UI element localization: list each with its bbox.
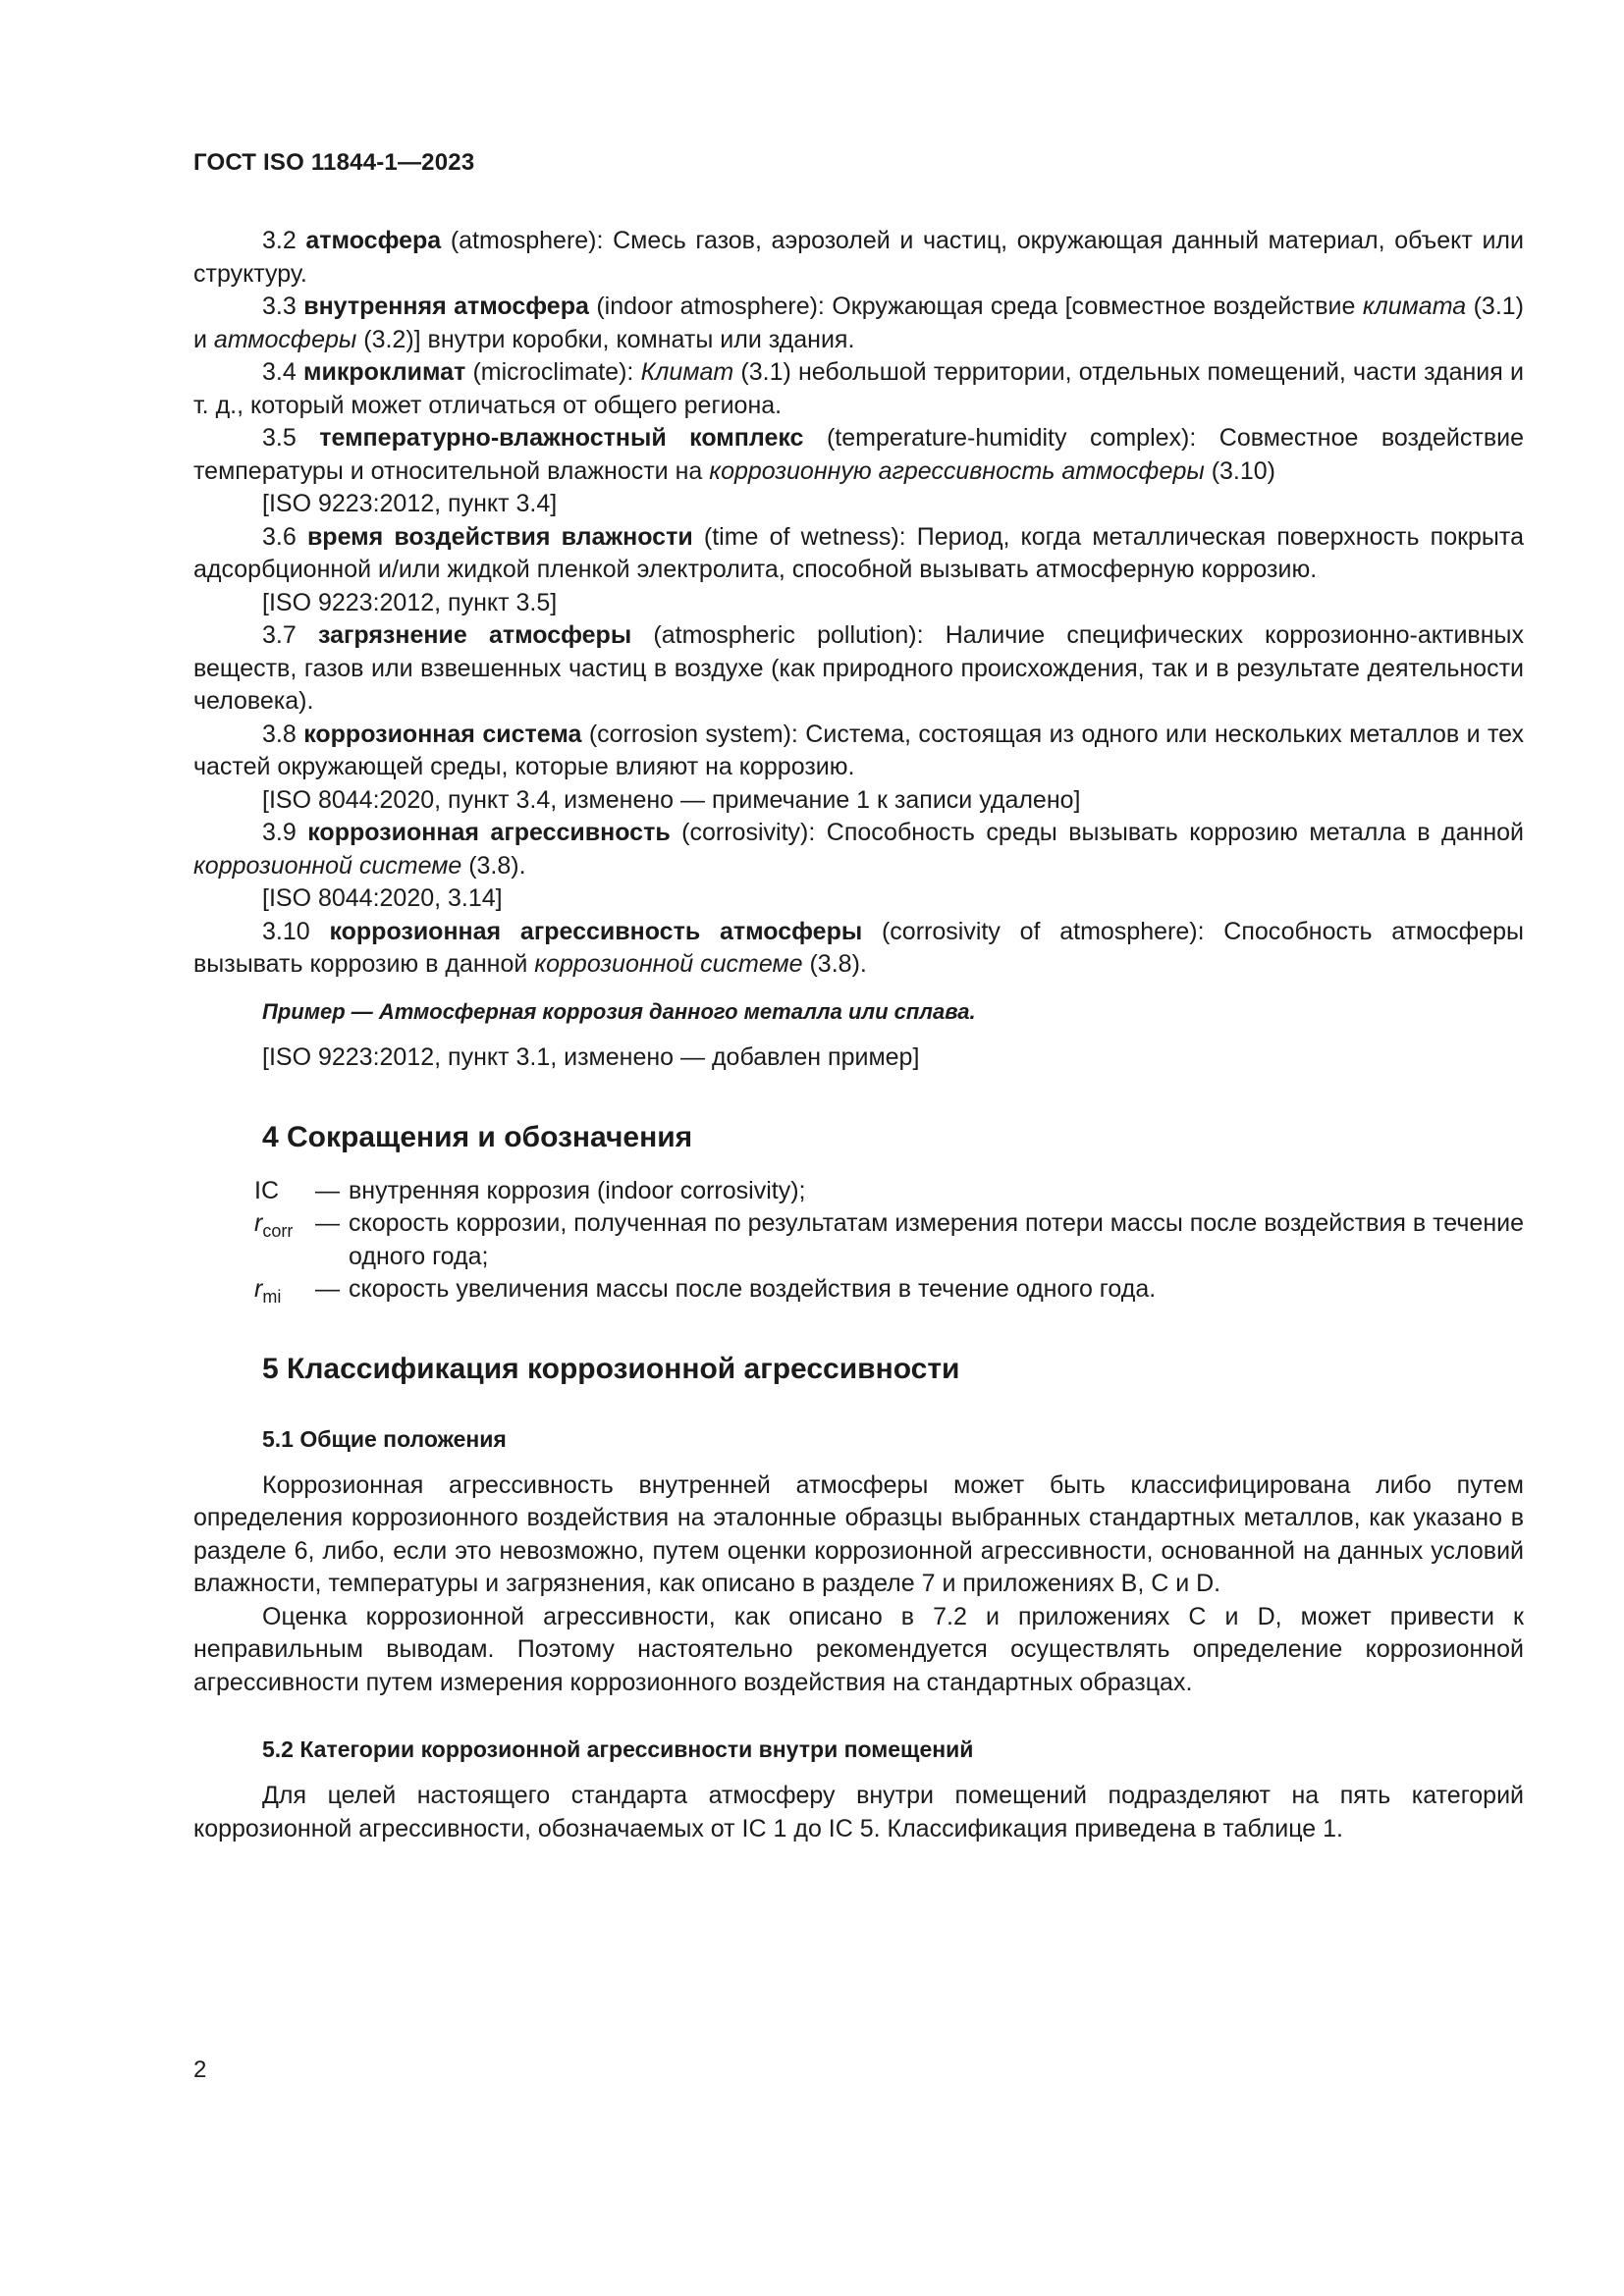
term-english: (microclimate): xyxy=(472,358,634,386)
term-number: 3.8 xyxy=(262,720,297,748)
term-reference: коррозионной системе xyxy=(193,851,462,880)
abbreviation-dash: — xyxy=(315,1176,340,1204)
term-name: загрязнение атмосферы xyxy=(317,621,632,649)
abbreviation-item xyxy=(254,1273,1524,1307)
term-source: [ISO 8044:2020, 3.14] xyxy=(262,884,503,912)
term-source: [ISO 9223:2012, пункт 3.4] xyxy=(262,490,558,517)
term-3-6 xyxy=(193,521,1524,587)
term-3-10 xyxy=(193,916,1524,982)
term-definition: Система, состоящая из одного или нескольких металлов и тех частей окружающей среды, которые влияют на коррозию. xyxy=(193,720,1524,780)
term-reference: климата xyxy=(1362,293,1467,320)
page-content xyxy=(193,225,1524,1845)
abbreviation-symbol: IC xyxy=(254,1176,279,1204)
term-definition: (3.8). xyxy=(468,851,526,880)
term-3-7 xyxy=(193,619,1524,719)
term-number: 3.4 xyxy=(262,358,297,386)
term-name: микроклимат xyxy=(302,358,466,386)
term-number: 3.7 xyxy=(262,621,297,649)
term-definition: Окружающая среда [совместное воздействие xyxy=(832,293,1356,320)
subsection-5-2-heading: 5.2 Категории коррозионной агрессивности внутри помещений xyxy=(262,1736,974,1762)
term-number: 3.3 xyxy=(262,293,297,320)
term-definition: Способность атмосферы вызывать коррозию в данной xyxy=(193,917,1524,978)
subsection-5-1-heading: 5.1 Общие положения xyxy=(262,1425,507,1452)
paragraph: Для целей настоящего стандарта атмосферу внутри помещений подразделяют на пять категорий коррозионной агрессивности, обозначаемых от IC 1 до IC 5. Классификация приведена в таблице 1. xyxy=(193,1782,1524,1842)
term-reference: коррозионную агрессивность атмосферы xyxy=(709,456,1205,485)
term-name: коррозионная агрессивность атмосферы xyxy=(329,917,863,945)
term-reference: коррозионной системе xyxy=(534,950,803,978)
abbreviation-item xyxy=(254,1207,1524,1273)
abbreviation-dash: — xyxy=(315,1209,340,1237)
term-english: (atmosphere): xyxy=(450,227,604,254)
abbreviation-definition: скорость увеличения массы после воздействия в течение одного года. xyxy=(349,1275,1157,1303)
term-name: температурно-влажностный комплекс xyxy=(319,424,804,452)
term-english: (corrosivity of atmosphere): xyxy=(881,917,1205,945)
term-name: коррозионная система xyxy=(303,720,582,748)
term-name: атмосфера xyxy=(305,227,442,254)
term-english: (time of wetness): xyxy=(703,522,906,551)
abbreviation-item xyxy=(254,1175,1524,1208)
term-3-5 xyxy=(193,422,1524,488)
term-source: [ISO 9223:2012, пункт 3.1, изменено — добавлен пример] xyxy=(262,1043,920,1071)
term-name: внутренняя атмосфера xyxy=(303,293,589,320)
term-number: 3.6 xyxy=(262,522,297,551)
term-english: (corrosion system): xyxy=(588,720,798,748)
term-definition: Смесь газов, аэрозолей и частиц, окружающая данный материал, объект или структуру. xyxy=(193,227,1524,288)
term-definition: Способность среды вызывать коррозию металла в данной xyxy=(826,819,1525,846)
abbreviation-dash: — xyxy=(315,1275,340,1303)
paragraph: Оценка коррозионной агрессивности, как описано в 7.2 и приложениях C и D, может привести к неправильным выводам. Поэтому настоятельно рекомендуется осуществлять определение коррозионной агрессивности путем измерения коррозионного воздействия на стандартных образцах. xyxy=(193,1602,1524,1696)
term-3-4 xyxy=(193,356,1524,422)
term-english: (indoor atmosphere): xyxy=(596,293,825,320)
term-name: коррозионная агрессивность xyxy=(307,819,671,846)
abbreviation-definition: внутренняя коррозия (indoor corrosivity); xyxy=(349,1176,806,1204)
term-number: 3.9 xyxy=(262,819,297,846)
term-reference: атмосферы xyxy=(213,325,357,353)
term-3-8 xyxy=(193,719,1524,784)
term-number: 3.2 xyxy=(262,227,297,254)
abbreviation-symbol: $r_{corr}$ xyxy=(254,1209,294,1241)
term-example: Пример — Атмосферная коррозия данного металла или сплава. xyxy=(262,998,976,1024)
term-definition: (3.8). xyxy=(809,950,867,978)
term-3-3 xyxy=(193,291,1524,356)
term-definition: (3.10) xyxy=(1211,456,1276,485)
term-number: 3.5 xyxy=(262,424,297,452)
term-3-2 xyxy=(193,225,1524,291)
term-reference: Климат xyxy=(640,358,734,386)
abbreviation-definition: скорость коррозии, полученная по результатам измерения потери массы после воздействия в течение одного года; xyxy=(349,1209,1524,1270)
abbreviation-list xyxy=(193,1175,1524,1307)
term-definition: (3.1) и xyxy=(193,293,1524,353)
term-english: (temperature-humidity complex): xyxy=(826,424,1197,452)
abbreviation-symbol: $r_{mi}$ xyxy=(254,1275,282,1307)
term-number: 3.10 xyxy=(262,917,310,945)
term-definition: Период, когда металлическая поверхность покрыта адсорбционной и/или жидкой пленкой электролита, способной вызывать атмосферную коррозию. xyxy=(193,522,1524,583)
term-english: (corrosivity): xyxy=(681,819,816,846)
term-definition: (3.1) небольшой территории, отдельных помещений, части здания и т. д., который может отличаться от общего региона. xyxy=(193,358,1524,419)
term-source: [ISO 8044:2020, пункт 3.4, изменено — примечание 1 к записи удалено] xyxy=(262,785,1081,814)
term-3-9 xyxy=(193,817,1524,882)
term-name: время воздействия влажности xyxy=(306,522,693,551)
term-definition: (3.2)] внутри коробки, комнаты или здания. xyxy=(363,325,855,353)
term-source: [ISO 9223:2012, пункт 3.5] xyxy=(262,588,558,616)
term-english: (atmospheric pollution): xyxy=(653,621,924,649)
document-header: ГОСТ ISO 11844-1—2023 xyxy=(193,149,475,176)
term-definition: Наличие специфических коррозионно-активных веществ, газов или взвешенных частиц в воздухе (как природного происхождения, так и в результате деятельности человека). xyxy=(193,621,1524,715)
section-4-heading: 4 Сокращения и обозначения xyxy=(262,1120,693,1153)
page-number: 2 xyxy=(193,2056,207,2083)
term-definition: Совместное воздействие температуры и относительной влажности на xyxy=(193,424,1524,485)
paragraph: Коррозионная агрессивность внутренней атмосферы может быть классифицирована либо путем определения коррозионного воздействия на эталонные образцы выбранных стандартных металлов, как указано в разделе 6, либо, если это невозможно, путем оценки коррозионной агрессивности, основанной на данных условий влажности, температуры и загрязнения, как описано в разделе 7 и приложениях B, C и D. xyxy=(193,1470,1524,1597)
section-5-heading: 5 Классификация коррозионной агрессивности xyxy=(262,1352,960,1385)
